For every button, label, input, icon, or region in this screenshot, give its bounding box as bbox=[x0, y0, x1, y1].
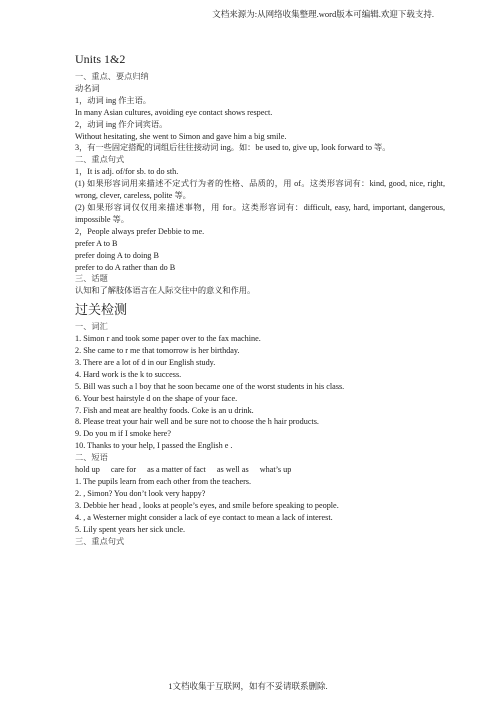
vocab-question: 3. There are a lot of d in our English study. bbox=[75, 357, 216, 367]
page-footer: 1文档收集于互联网，如有不妥请联系删除. bbox=[168, 681, 328, 691]
section-heading: 一、重点、要点归纳 bbox=[75, 72, 149, 81]
text-line: 3，有一些固定搭配的词组后往往接动词 ing。如：be used to, give up, look forward to 等。 bbox=[75, 143, 391, 153]
text-line: prefer to do A rather than do B bbox=[75, 262, 176, 272]
text-line: 认知和了解肢体语言在人际交往中的意义和作用。 bbox=[75, 286, 256, 296]
section-heading: 三、话题 bbox=[75, 274, 108, 284]
vocab-question: 8. Please treat your hair well and be sure not to choose the h hair products. bbox=[75, 417, 319, 427]
phrase-question: 3. Debbie her head , looks at people’s eyes, and smile before speaking to people. bbox=[75, 500, 339, 510]
phrase-item: as well as bbox=[216, 465, 249, 475]
phrase-item: as a matter of fact bbox=[147, 465, 206, 475]
phrase-item: hold up bbox=[75, 465, 100, 475]
document-body bbox=[75, 52, 445, 547]
text-paragraph: (1) 如果形容词用来描述不定式行为者的性格、品质的，用 of。这类形容词有：kind, good, nice, right, wrong, clever, careless, polite 等。 bbox=[75, 179, 445, 201]
text-line: 动名词 bbox=[75, 83, 100, 93]
example-sentence: Without hesitating, she went to Simon and gave him a big smile. bbox=[75, 131, 287, 141]
section-heading: 三、重点句式 bbox=[75, 536, 125, 546]
text-paragraph: (2) 如果形容词仅仅用来描述事物，用 for。这类形容词有：difficult, easy, hard, important, dangerous, impossible 等。 bbox=[75, 202, 445, 224]
vocab-question: 10. Thanks to your help, I passed the English e . bbox=[75, 441, 233, 451]
doc-title: Units 1&2 bbox=[75, 52, 126, 66]
vocab-question: 2. She came to r me that tomorrow is her birthday. bbox=[75, 346, 240, 356]
vocab-question: 9. Do you m if I smoke here? bbox=[75, 429, 171, 439]
text-line: 1，It is adj. of/for sb. to do sth. bbox=[75, 167, 179, 177]
phrase-item: care for bbox=[110, 465, 137, 475]
text-line: 2，People always prefer Debbie to me. bbox=[75, 226, 205, 236]
phrase-question: 1. The pupils learn from each other from the teachers. bbox=[75, 477, 252, 486]
vocab-question: 5. Bill was such a l boy that he soon became one of the worst students in his class. bbox=[75, 381, 345, 391]
vocab-question: 6. Your best hairstyle d on the shape of your face. bbox=[75, 393, 238, 403]
vocab-question: 7. Fish and meat are healthy foods. Coke is an u drink. bbox=[75, 405, 254, 415]
example-sentence: In many Asian cultures, avoiding eye contact shows respect. bbox=[75, 107, 273, 117]
phrase-item: what’s up bbox=[259, 465, 292, 475]
section-heading: 一、词汇 bbox=[75, 322, 108, 332]
phrase-bank bbox=[75, 464, 445, 476]
text-line: prefer doing A to doing B bbox=[75, 250, 159, 260]
text-line: prefer A to B bbox=[75, 238, 118, 248]
text-line: 2，动词 ing 作介词宾语。 bbox=[75, 119, 168, 129]
phrase-question: 4. , a Westerner might consider a lack of eye contact to mean a lack of interest. bbox=[75, 512, 333, 522]
section-heading: 二、短语 bbox=[75, 453, 108, 463]
vocab-question: 1. Simon r and took some paper over to the fax machine. bbox=[75, 334, 261, 344]
section-heading: 二、重点句式 bbox=[75, 155, 125, 165]
phrase-question: 5. Lily spent years her sick uncle. bbox=[75, 524, 186, 534]
exercise-title: 过关检测 bbox=[75, 302, 128, 318]
page-header: 文档来源为:从网络收集整理.word版本可编辑.欢迎下载支持. bbox=[212, 9, 434, 19]
phrase-question: 2. , Simon? You don’t look very happy? bbox=[75, 488, 206, 498]
vocab-question: 4. Hard work is the k to success. bbox=[75, 369, 182, 379]
text-line: 1，动词 ing 作主语。 bbox=[75, 95, 151, 105]
